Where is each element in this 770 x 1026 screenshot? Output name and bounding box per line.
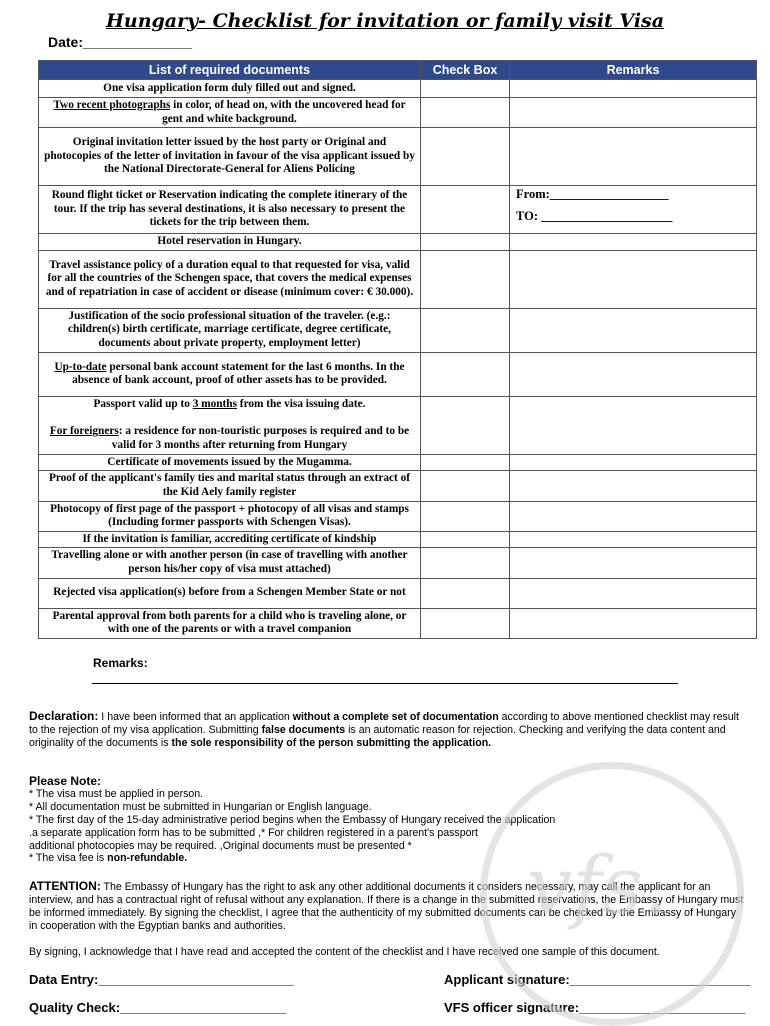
document-item: Rejected visa application(s) before from a Schengen Member State or not bbox=[39, 578, 421, 608]
document-item: Justification of the socio professional situation of the traveler. (e.g.: children(s) birth certificate, marriage certificate, degree certificate, documents about private property, employment letter) bbox=[39, 308, 421, 352]
check-box-cell[interactable] bbox=[421, 454, 510, 471]
check-box-cell[interactable] bbox=[421, 396, 510, 454]
table-row bbox=[39, 186, 757, 234]
acknowledgement-text: By signing, I acknowledge that I have read and accepted the content of the checklist and I have received one sample of this document. bbox=[29, 946, 660, 958]
note-emphasis: non-refundable. bbox=[107, 852, 188, 865]
declaration-text: is an automatic reason for rejection. Checking and verifying the data content and originality of the documents is bbox=[29, 723, 726, 749]
please-note-heading: Please Note: bbox=[29, 774, 102, 788]
document-item bbox=[39, 396, 421, 454]
document-item: Round flight ticket or Reservation indicating the complete itinerary of the tour. If the trip has several destinations, it is also necessary to present the tickets for the trip between them. bbox=[39, 186, 421, 234]
table-row bbox=[39, 352, 757, 396]
document-item: Travelling alone or with another person (in case of travelling with another person his/her copy of visa must attached) bbox=[39, 548, 421, 578]
header-check-box: Check Box bbox=[421, 61, 510, 80]
passport-validity-text: Passport valid up to 3 months from the visa issuing date. bbox=[93, 397, 366, 410]
underlined-text: Two recent photographs bbox=[53, 99, 171, 111]
remarks-cell bbox=[510, 250, 757, 308]
table-row bbox=[39, 471, 757, 501]
check-box-cell[interactable] bbox=[421, 548, 510, 578]
underlined-text: For foreigners bbox=[49, 425, 119, 438]
remarks-cell bbox=[510, 128, 757, 186]
header-remarks: Remarks bbox=[510, 61, 757, 80]
document-item: Original invitation letter issued by the host party or Original and photocopies of the letter of invitation in favour of the visa applicant issued by the National Directorate-General for Aliens Policing bbox=[39, 128, 421, 186]
document-item: Two recent photographs in color, of head on, with the uncovered head for gent and white background. bbox=[39, 98, 421, 128]
check-box-cell[interactable] bbox=[421, 250, 510, 308]
foreigners-residence-text: For foreigners: a residence for non-touristic purposes is required and to be valid for 3 months after returning from Hungary bbox=[49, 425, 410, 452]
watermark-text: vfs. bbox=[527, 839, 669, 932]
remarks-cell bbox=[510, 234, 757, 251]
vfs-watermark-logo bbox=[480, 762, 744, 1026]
declaration-paragraph bbox=[29, 710, 744, 750]
date-field: Date:______________ bbox=[48, 34, 193, 50]
remarks-cell bbox=[510, 352, 757, 396]
from-field: From:___________________ bbox=[516, 187, 669, 202]
note-line: additional photocopies may be required. ,Original documents must be presented * bbox=[29, 839, 412, 852]
table-row bbox=[39, 250, 757, 308]
check-box-cell[interactable] bbox=[421, 608, 510, 638]
remarks-cell bbox=[510, 548, 757, 578]
checklist-table bbox=[38, 60, 757, 639]
table-row bbox=[39, 128, 757, 186]
document-item: One visa application form duly filled out and signed. bbox=[39, 80, 421, 98]
check-box-cell[interactable] bbox=[421, 80, 510, 98]
attention-text: The Embassy of Hungary has the right to ask any other additional documents it considers necessary, may call the applicant for an interview, and has a contractual right of refusal without any explanation. If there is a change in the submitted reservations, the Embassy of Hungary must be informed immediately. By signing the checklist, I agree that the authenticity of my submitted documents can be checked by the Embassy of Hungary in cooperation with the Egyptian banks and authorities. bbox=[29, 881, 744, 932]
remarks-cell bbox=[510, 98, 757, 128]
table-row bbox=[39, 578, 757, 608]
check-box-cell[interactable] bbox=[421, 234, 510, 251]
quality-check-field[interactable]: Quality Check:_______________________ bbox=[29, 1000, 287, 1015]
underlined-text: 3 months bbox=[192, 397, 237, 410]
check-box-cell[interactable] bbox=[421, 352, 510, 396]
header-documents: List of required documents bbox=[39, 61, 421, 80]
check-box-cell[interactable] bbox=[421, 186, 510, 234]
to-field: TO: _____________________ bbox=[516, 208, 673, 223]
table-row bbox=[39, 308, 757, 352]
declaration-heading: Declaration: bbox=[29, 709, 99, 723]
declaration-text: according to above mentioned checklist may result to the rejection of my visa application. Submitting bbox=[29, 711, 739, 736]
document-item: Certificate of movements issued by the Mugamma. bbox=[39, 454, 421, 471]
table-row bbox=[39, 396, 757, 454]
remarks-label: Remarks: bbox=[93, 656, 148, 670]
table-row bbox=[39, 548, 757, 578]
check-box-cell[interactable] bbox=[421, 578, 510, 608]
check-box-cell[interactable] bbox=[421, 471, 510, 501]
remarks-line bbox=[92, 683, 678, 684]
document-item: Hotel reservation in Hungary. bbox=[39, 234, 421, 251]
attention-heading: ATTENTION: bbox=[29, 879, 101, 893]
remarks-cell bbox=[510, 454, 757, 471]
document-item: Parental approval from both parents for a child who is traveling alone, or with one of the parents or with a travel companion bbox=[39, 608, 421, 638]
remarks-cell bbox=[510, 186, 757, 234]
remarks-cell bbox=[510, 578, 757, 608]
note-line: * All documentation must be submitted in Hungarian or English language. bbox=[29, 800, 372, 813]
check-box-cell[interactable] bbox=[421, 98, 510, 128]
table-row bbox=[39, 454, 757, 471]
note-line: * The first day of the 15-day administrative period begins when the Embassy of Hungary received the application bbox=[29, 813, 556, 826]
document-item: Photocopy of first page of the passport + photocopy of all visas and stamps (Including former passports with Schengen Visas). bbox=[39, 501, 421, 531]
data-entry-field[interactable]: Data Entry:___________________________ bbox=[29, 972, 294, 987]
table-row bbox=[39, 501, 757, 531]
table-row bbox=[39, 531, 757, 548]
note-line: .a separate application form has to be submitted ,* For children registered in a parent's passport bbox=[29, 826, 478, 839]
underlined-text: Up-to-date bbox=[54, 360, 107, 373]
document-item: If the invitation is familiar, accrediting certificate of kindship bbox=[39, 531, 421, 548]
table-row bbox=[39, 234, 757, 251]
remarks-cell bbox=[510, 608, 757, 638]
applicant-signature-field[interactable]: Applicant signature:_________________________ bbox=[444, 972, 751, 987]
page-title: Hungary- Checklist for invitation or family visit Visa bbox=[105, 10, 665, 32]
check-box-cell[interactable] bbox=[421, 531, 510, 548]
declaration-emphasis: false documents bbox=[261, 723, 346, 736]
remarks-cell bbox=[510, 531, 757, 548]
table-header-row bbox=[39, 61, 757, 80]
declaration-emphasis: the sole responsibility of the person submitting the application. bbox=[171, 736, 492, 749]
vfs-officer-signature-field[interactable]: VFS officer signature:_______________________ bbox=[444, 1000, 746, 1015]
check-box-cell[interactable] bbox=[421, 308, 510, 352]
declaration-text: I have been informed that an application bbox=[98, 711, 293, 723]
note-text: * The visa fee is bbox=[29, 852, 108, 865]
document-item: Travel assistance policy of a duration equal to that requested for visa, valid for all the countries of the Schengen space, that covers the medical expenses and of repatriation in case of accident or disease (minimum cover: € 30.000). bbox=[39, 250, 421, 308]
remarks-cell bbox=[510, 308, 757, 352]
remarks-cell bbox=[510, 471, 757, 501]
table-row bbox=[39, 608, 757, 638]
declaration-emphasis: without a complete set of documentation bbox=[292, 711, 499, 723]
remarks-cell bbox=[510, 501, 757, 531]
check-box-cell[interactable] bbox=[421, 501, 510, 531]
check-box-cell[interactable] bbox=[421, 128, 510, 186]
table-row bbox=[39, 80, 757, 98]
document-item: Proof of the applicant's family ties and marital status through an extract of the Kid Aely family register bbox=[39, 471, 421, 501]
remarks-cell bbox=[510, 80, 757, 98]
remarks-cell bbox=[510, 396, 757, 454]
note-line: * The visa must be applied in person. bbox=[29, 787, 204, 800]
table-row bbox=[39, 98, 757, 128]
document-item: Up-to-date personal bank account statement for the last 6 months. In the absence of bank account, proof of other assets has to be provided. bbox=[39, 352, 421, 396]
